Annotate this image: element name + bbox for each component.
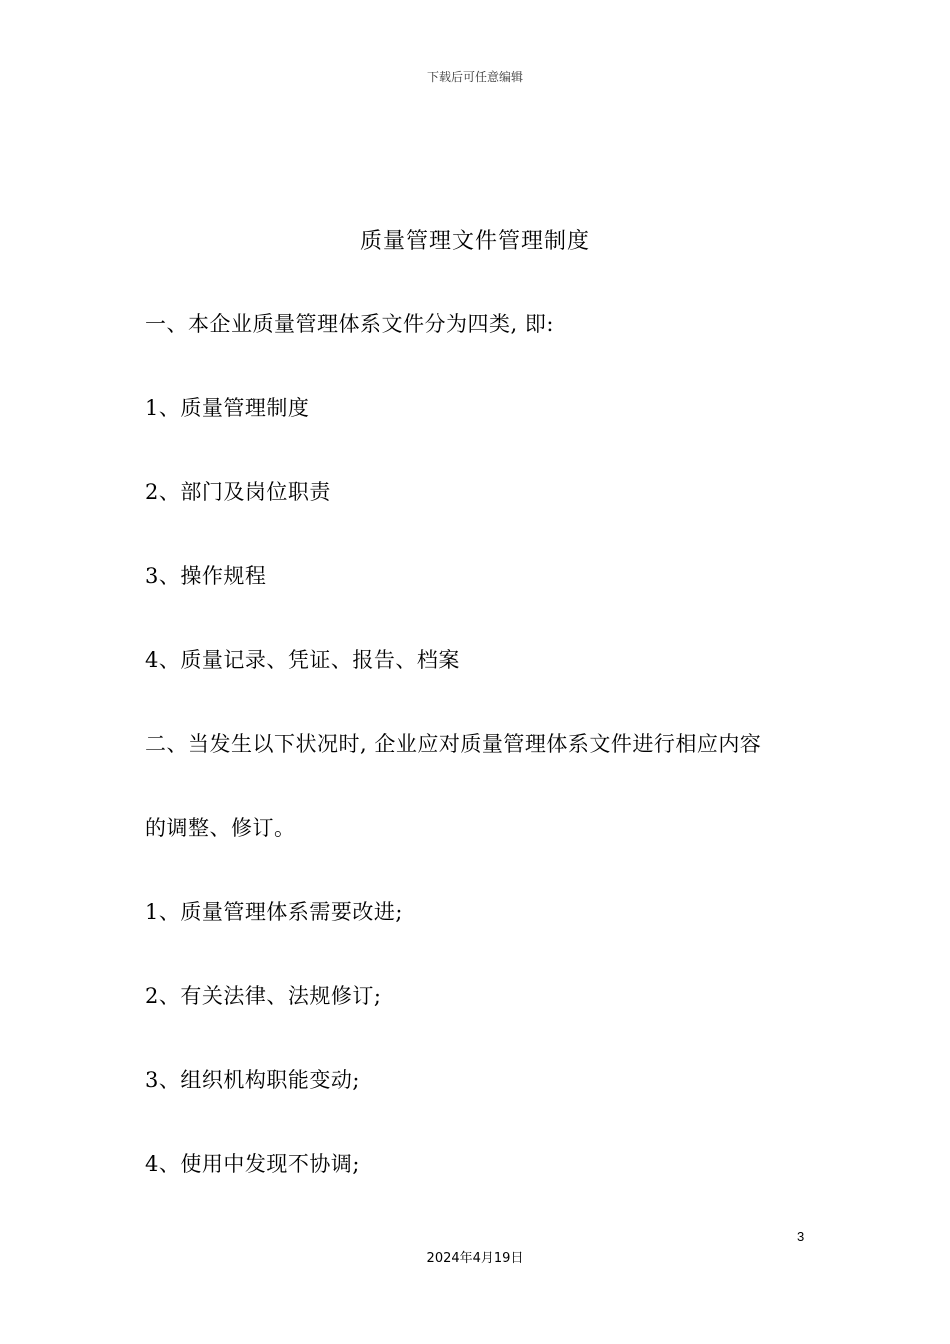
footer-date: 2024年4月19日 xyxy=(426,1251,524,1266)
section-one-heading: 一、本企业质量管理体系文件分为四类, 即: xyxy=(145,312,554,336)
list-item: 3、组织机构职能变动; xyxy=(145,1068,360,1092)
list-item: 1、质量管理制度 xyxy=(145,396,310,420)
list-item: 1、质量管理体系需要改进; xyxy=(145,900,403,924)
section-two-heading: 二、当发生以下状况时, 企业应对质量管理体系文件进行相应内容 xyxy=(145,732,762,756)
document-title: 质量管理文件管理制度 xyxy=(359,229,590,254)
list-item: 2、有关法律、法规修订; xyxy=(145,984,382,1008)
list-item: 3、操作规程 xyxy=(145,564,267,588)
section-two-heading-continued: 的调整、修订。 xyxy=(145,816,296,840)
list-item: 2、部门及岗位职责 xyxy=(145,480,331,504)
page-number: 3 xyxy=(797,1229,805,1244)
list-item: 4、质量记录、凭证、报告、档案 xyxy=(145,648,460,672)
list-item: 4、使用中发现不协调; xyxy=(145,1152,360,1176)
header-note: 下载后可任意编辑 xyxy=(426,70,523,84)
